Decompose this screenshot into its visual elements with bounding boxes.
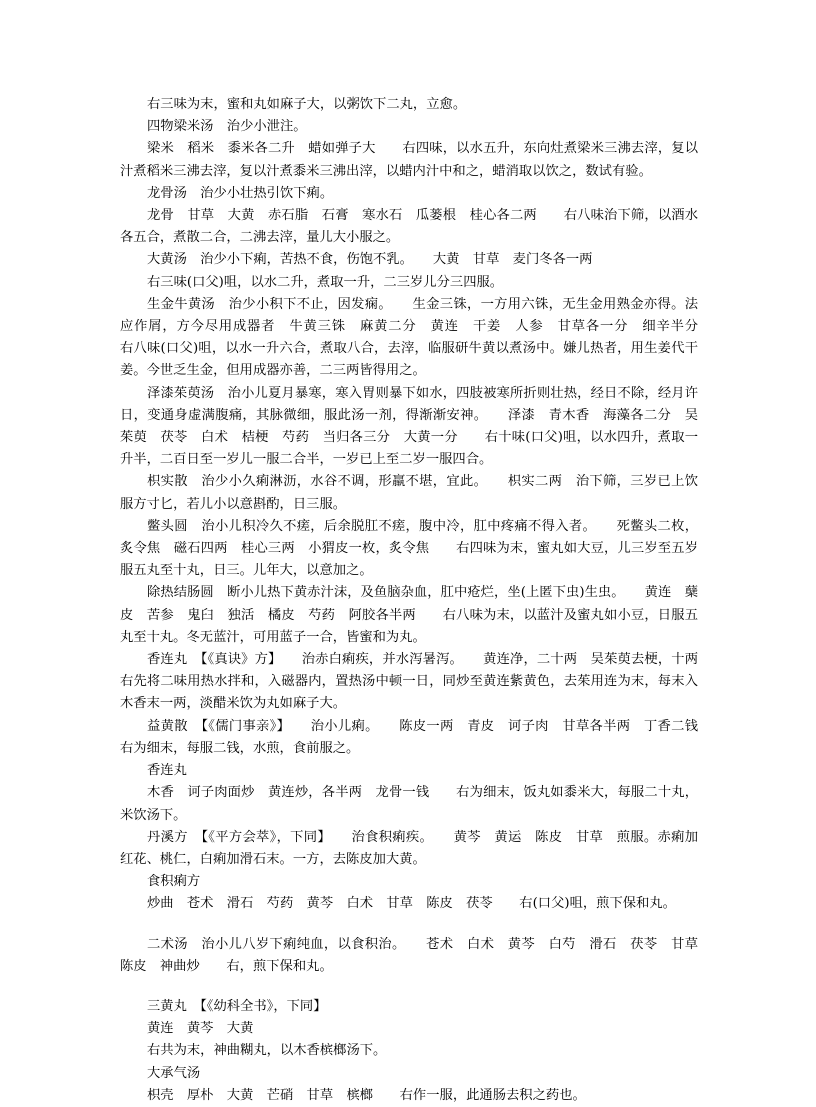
- paragraph: 二术汤 治小儿八岁下痢纯血，以食积治。 苍术 白术 黄芩 白芍 滑石 茯苓 甘草 陈皮 神曲炒 右，煎下保和丸。: [120, 936, 712, 974]
- section-heading: 四物梁米汤 治少小泄注。: [147, 119, 307, 135]
- paragraph: 梁米 稻米 黍米各二升 蜡如弹子大 右四味，以水五升，东向灶煮梁米三沸去滓，复以汁煮稻米三沸去滓，复以汁煮黍米三沸出滓，以蜡内汁中和之，蜡消取以饮之，数试有验。: [120, 141, 698, 179]
- paragraph-gap: [120, 916, 698, 934]
- paragraph: 泽漆茱萸汤 治小儿夏月暴寒，寒入胃则暴下如水，四肢被寒所折则壮热，经日不除，经月许日，变通身虚满腹痛，其脉微细，服此汤一剂，得渐渐安神。 泽漆 青木香 海藻各二分 吴茱萸 茯苓 白术 桔梗 芍药 当归各三分 大黄一分 右十味(口父)咀，以水四升，煮取一升半，二百日至一岁儿一服二合半，一岁已上至二岁一服四合。: [120, 385, 698, 468]
- paragraph: 除热结肠圆 断小儿热下黄赤汁沫，及鱼脑杂血，肛中疮烂，坐(上匿下虫)生虫。 黄连 蘖皮 苦参 鬼臼 独活 橘皮 芍药 阿胶各半两 右八味为末，以蓝汁及蜜丸如小豆，日服五丸至十丸。冬无蓝汁，可用蓝子一合，皆蜜和为丸。: [120, 585, 698, 645]
- paragraph: 生金牛黄汤 治少小积下不止，因发痫。 生金三铢，一方用六铢，无生金用熟金亦得。法应作屑，方今尽用成器者 牛黄三铢 麻黄二分 黄连 干姜 人参 甘草各一分 细辛半分 右八味(口父)咀，以水一升六合，煮取八合，去滓，临服研牛黄以煮汤中。嫌儿热者，用生姜代干姜。今世乏生金，但用成器亦善，二三两皆得用之。: [120, 296, 725, 379]
- paragraph: 黄连 黄芩 大黄: [147, 1021, 254, 1037]
- section-heading: 香连丸: [147, 763, 187, 779]
- paragraph: 枳壳 厚朴 大黄 芒硝 甘草 槟榔 右作一服，此通肠去积之药也。: [147, 1087, 586, 1103]
- paragraph: 木香 诃子肉面炒 黄连炒，各半两 龙骨一钱 右为细末，饭丸如黍米大，每服二十丸，米饮汤下。: [120, 785, 698, 823]
- paragraph: 炒曲 苍术 滑石 芍药 黄芩 白术 甘草 陈皮 茯苓 右(口父)咀，煎下保和丸。: [147, 896, 676, 912]
- section-heading: 大承气汤: [147, 1065, 201, 1081]
- paragraph: 枳实散 治少小久痢淋沥，水谷不调，形羸不堪，宜此。 枳实二两 治下筛，三岁已上饮服方寸匕，若儿小以意斟酌，日三服。: [120, 474, 698, 512]
- paragraph: 右三味(口父)咀，以水二升，煮取一升，二三岁儿分三四服。: [147, 274, 504, 290]
- paragraph: 益黄散 【《儒门事亲》】 治小儿痢。 陈皮一两 青皮 诃子肉 甘草各半两 丁香二钱 右为细末，每服二钱，水煎，食前服之。: [120, 718, 725, 756]
- paragraph: 鳖头圆 治小儿积冷久不瘥，后余脱肛不瘥，腹中冷，肛中疼痛不得入者。 死鳖头二枚，炙令焦 磁石四两 桂心三两 小猬皮一枚，炙令焦 右四味为末，蜜丸如大豆，儿三岁至五岁服五丸至十丸，日三。儿年大，以意加之。: [120, 518, 698, 579]
- section-heading: 食积痢方: [147, 874, 201, 890]
- paragraph: 丹溪方 【《平方会萃》，下同】 治食积痢疾。 黄芩 黄运 陈皮 甘草 煎服。赤痢加红花、桃仁，白痢加滑石末。一方，去陈皮加大黄。: [120, 829, 698, 867]
- paragraph: 龙骨 甘草 大黄 赤石脂 石膏 寒水石 瓜蒌根 桂心各二两 右八味治下筛，以酒水各五合，煮散二合，二沸去滓，量儿大小服之。: [120, 208, 698, 246]
- paragraph: 大黄汤 治少小下痢，苦热不食，伤饱不乳。 大黄 甘草 麦门冬各一两: [147, 252, 593, 268]
- paragraph: 香连丸 【《真诀》方】 治赤白痢疾，并水泻暑泻。 黄连净，二十两 吴茱萸去梗，十两 右先将二味用热水拌和，入磁器内，置热汤中顿一日，同炒至黄连紫黄色，去茱用连为末，每末入木香末一两，淡醋米饮为丸如麻子大。: [120, 652, 725, 712]
- section-heading: 三黄丸 【《幼科全书》，下同】: [147, 998, 327, 1014]
- paragraph: 右共为末，神曲糊丸，以木香槟榔汤下。: [147, 1043, 387, 1059]
- section-heading: 龙骨汤 治少小壮热引饮下痢。: [147, 185, 334, 201]
- paragraph: 右三味为末，蜜和丸如麻子大，以粥饮下二丸，立愈。: [147, 97, 467, 112]
- document-body: [120, 94, 725, 1107]
- paragraph-gap: [120, 978, 698, 996]
